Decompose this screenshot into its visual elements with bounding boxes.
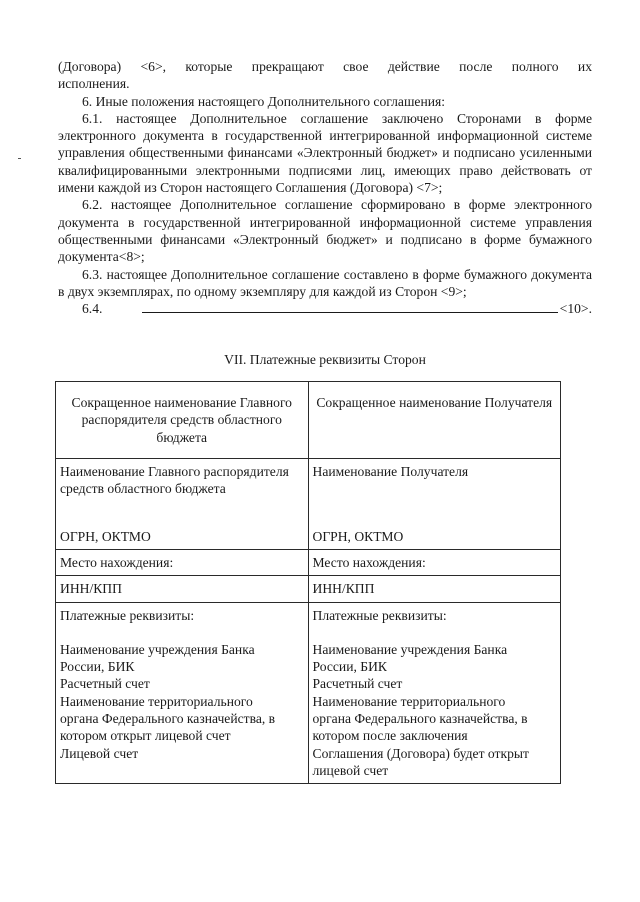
left-ogrn-label: ОГРН, ОКТМО xyxy=(60,528,151,544)
left-payment-title: Платежные реквизиты: xyxy=(60,607,195,623)
paragraph-6-4-label: 6.4. xyxy=(82,301,103,317)
continuation-line-1: (Договора) <6>, которые прекращают свое действие после полного их xyxy=(58,59,592,74)
paragraph-6-3: 6.3. настоящее Дополнительное соглашение составлено в форме бумажного документа в двух экземплярах, по одному экземпляру для каждой из Сторон <9>; xyxy=(58,266,592,299)
left-payment-line: России, БИК xyxy=(60,659,135,675)
agreement-text xyxy=(58,58,592,317)
section-title: VII. Платежные реквизиты Сторон xyxy=(224,352,426,367)
table-row xyxy=(56,602,561,784)
left-name-label: Наименование Главного распорядителя средств областного бюджета xyxy=(60,464,289,497)
left-inn-cell: ИНН/КПП xyxy=(56,576,309,602)
right-payment-line: Соглашения (Договора) будет открыт xyxy=(312,745,529,761)
right-payment-line: органа Федерального казначейства, в xyxy=(312,711,528,727)
left-payment-line: органа Федерального казначейства, в xyxy=(60,711,276,727)
right-payment-line: России, БИК xyxy=(312,659,387,675)
fill-in-line xyxy=(142,312,557,313)
left-payment-line: Наименование территориального xyxy=(60,693,253,709)
margin-mark xyxy=(18,158,21,159)
left-payment-line: Наименование учреждения Банка xyxy=(60,641,255,657)
left-payment-line: Лицевой счет xyxy=(60,745,139,761)
table-row xyxy=(56,459,561,550)
right-payment-cell xyxy=(308,602,561,784)
left-payment-cell xyxy=(56,602,309,784)
right-payment-line: котором после заключения xyxy=(312,728,468,744)
left-name-cell xyxy=(56,459,309,550)
left-location-cell: Место нахождения: xyxy=(56,550,309,576)
paragraph-6: 6. Иные положения настоящего Дополнительного соглашения: xyxy=(82,93,446,109)
right-payment-line: лицевой счет xyxy=(312,762,389,778)
paragraph-6-4 xyxy=(58,300,592,317)
paragraph-6-2: 6.2. настоящее Дополнительное соглашение сформировано в форме электронного документа в государственной интегрированной информационной системе управления общественными финансами «Электронный бюджет» и подписано в форме бумажного документа<8>; xyxy=(58,197,592,265)
left-payment-line: котором открыт лицевой счет xyxy=(60,728,231,744)
table-row xyxy=(56,576,561,602)
table-row xyxy=(56,382,561,459)
right-payment-line: Наименование территориального xyxy=(312,693,506,709)
right-name-cell xyxy=(308,459,561,550)
table-row xyxy=(56,550,561,576)
paragraph-6-1: 6.1. настоящее Дополнительное соглашение заключено Сторонами в форме электронного документа в государственной интегрированной информационной системе управления общественными финансами «Электронный бюджет» и подписано усиленными квалифицированными электронными подписями лиц, имеющих право действовать от имени каждой из Сторон настоящего Соглашения (Договора) <7>; xyxy=(58,110,592,196)
left-header-cell: Сокращенное наименование Главного распорядителя средств областного бюджета xyxy=(56,382,309,459)
payment-details-table xyxy=(55,381,561,784)
right-location-cell: Место нахождения: xyxy=(308,550,561,576)
right-payment-line: Расчетный счет xyxy=(312,676,403,692)
paragraph-6-4-note: <10>. xyxy=(559,301,592,317)
right-payment-line: Наименование учреждения Банка xyxy=(312,641,508,657)
right-ogrn-label: ОГРН, ОКТМО xyxy=(312,528,404,544)
right-header-cell: Сокращенное наименование Получателя xyxy=(308,382,561,459)
right-name-label: Наименование Получателя xyxy=(312,464,469,479)
right-inn-cell: ИНН/КПП xyxy=(308,576,561,602)
continuation-line-2: исполнения. xyxy=(58,76,130,92)
right-payment-title: Платежные реквизиты: xyxy=(312,607,447,623)
left-payment-line: Расчетный счет xyxy=(60,676,150,692)
paragraph-continuation xyxy=(58,58,592,93)
